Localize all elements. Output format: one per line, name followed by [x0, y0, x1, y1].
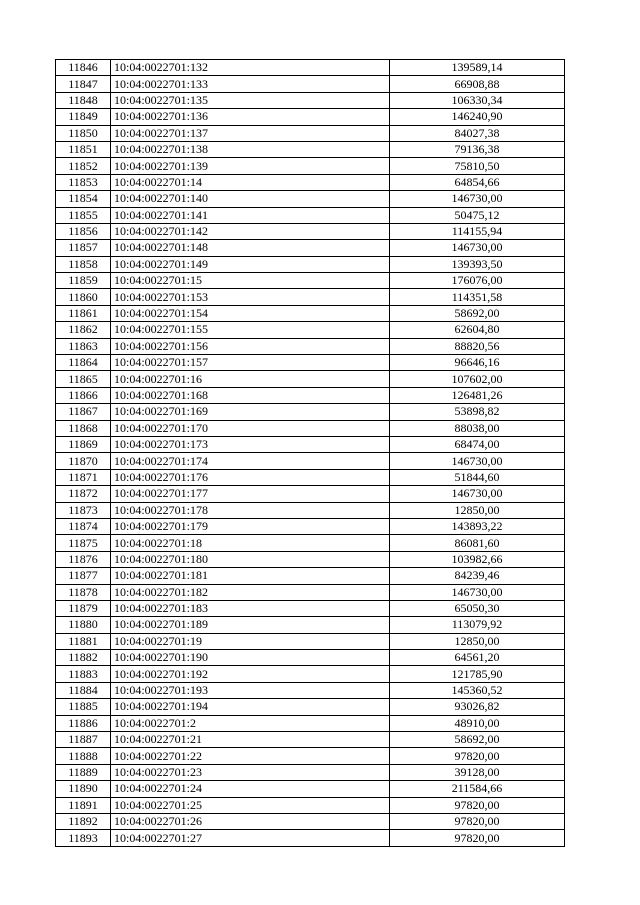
amount-cell: 176076,00 — [390, 273, 565, 289]
row-number-cell: 11852 — [56, 158, 111, 174]
table-row — [56, 420, 565, 436]
table-row — [56, 256, 565, 272]
cadastral-number-cell: 10:04:0022701:137 — [111, 125, 390, 141]
table-row — [56, 617, 565, 633]
cadastral-number-cell: 10:04:0022701:179 — [111, 518, 390, 534]
amount-cell: 121785,90 — [390, 666, 565, 682]
records-table — [55, 59, 565, 847]
amount-cell: 146730,00 — [390, 240, 565, 256]
row-number-cell: 11884 — [56, 682, 111, 698]
cadastral-number-cell: 10:04:0022701:2 — [111, 715, 390, 731]
cadastral-number-cell: 10:04:0022701:174 — [111, 453, 390, 469]
table-row — [56, 289, 565, 305]
row-number-cell: 11873 — [56, 502, 111, 518]
table-row — [56, 502, 565, 518]
table-row — [56, 404, 565, 420]
records-table-body — [56, 60, 565, 847]
cadastral-number-cell: 10:04:0022701:142 — [111, 223, 390, 239]
table-row — [56, 174, 565, 190]
table-row — [56, 813, 565, 829]
cadastral-number-cell: 10:04:0022701:156 — [111, 338, 390, 354]
amount-cell: 53898,82 — [390, 404, 565, 420]
cadastral-number-cell: 10:04:0022701:25 — [111, 797, 390, 813]
amount-cell: 58692,00 — [390, 305, 565, 321]
amount-cell: 84239,46 — [390, 568, 565, 584]
cadastral-number-cell: 10:04:0022701:14 — [111, 174, 390, 190]
row-number-cell: 11861 — [56, 305, 111, 321]
amount-cell: 84027,38 — [390, 125, 565, 141]
table-row — [56, 486, 565, 502]
row-number-cell: 11849 — [56, 109, 111, 125]
amount-cell: 86081,60 — [390, 535, 565, 551]
cadastral-number-cell: 10:04:0022701:178 — [111, 502, 390, 518]
amount-cell: 12850,00 — [390, 633, 565, 649]
cadastral-number-cell: 10:04:0022701:177 — [111, 486, 390, 502]
cadastral-number-cell: 10:04:0022701:16 — [111, 371, 390, 387]
amount-cell: 97820,00 — [390, 748, 565, 764]
row-number-cell: 11886 — [56, 715, 111, 731]
table-row — [56, 322, 565, 338]
table-row — [56, 453, 565, 469]
row-number-cell: 11859 — [56, 273, 111, 289]
table-row — [56, 600, 565, 616]
table-row — [56, 240, 565, 256]
row-number-cell: 11858 — [56, 256, 111, 272]
amount-cell: 75810,50 — [390, 158, 565, 174]
table-row — [56, 732, 565, 748]
amount-cell: 146730,00 — [390, 191, 565, 207]
cadastral-number-cell: 10:04:0022701:23 — [111, 764, 390, 780]
table-row — [56, 633, 565, 649]
cadastral-number-cell: 10:04:0022701:26 — [111, 813, 390, 829]
row-number-cell: 11867 — [56, 404, 111, 420]
amount-cell: 39128,00 — [390, 764, 565, 780]
cadastral-number-cell: 10:04:0022701:136 — [111, 109, 390, 125]
table-row — [56, 223, 565, 239]
table-row — [56, 371, 565, 387]
table-row — [56, 535, 565, 551]
row-number-cell: 11893 — [56, 830, 111, 846]
amount-cell: 114351,58 — [390, 289, 565, 305]
table-row — [56, 338, 565, 354]
table-row — [56, 109, 565, 125]
amount-cell: 64561,20 — [390, 650, 565, 666]
amount-cell: 107602,00 — [390, 371, 565, 387]
table-row — [56, 355, 565, 371]
table-row — [56, 273, 565, 289]
amount-cell: 12850,00 — [390, 502, 565, 518]
row-number-cell: 11878 — [56, 584, 111, 600]
cadastral-number-cell: 10:04:0022701:18 — [111, 535, 390, 551]
cadastral-number-cell: 10:04:0022701:173 — [111, 436, 390, 452]
cadastral-number-cell: 10:04:0022701:190 — [111, 650, 390, 666]
row-number-cell: 11851 — [56, 141, 111, 157]
amount-cell: 146730,00 — [390, 453, 565, 469]
table-row — [56, 699, 565, 715]
row-number-cell: 11864 — [56, 355, 111, 371]
row-number-cell: 11881 — [56, 633, 111, 649]
table-row — [56, 158, 565, 174]
amount-cell: 66908,88 — [390, 76, 565, 92]
amount-cell: 50475,12 — [390, 207, 565, 223]
amount-cell: 48910,00 — [390, 715, 565, 731]
amount-cell: 145360,52 — [390, 682, 565, 698]
row-number-cell: 11872 — [56, 486, 111, 502]
row-number-cell: 11875 — [56, 535, 111, 551]
table-row — [56, 650, 565, 666]
row-number-cell: 11846 — [56, 60, 111, 76]
amount-cell: 65050,30 — [390, 600, 565, 616]
cadastral-number-cell: 10:04:0022701:157 — [111, 355, 390, 371]
amount-cell: 114155,94 — [390, 223, 565, 239]
table-row — [56, 76, 565, 92]
cadastral-number-cell: 10:04:0022701:193 — [111, 682, 390, 698]
row-number-cell: 11862 — [56, 322, 111, 338]
table-row — [56, 568, 565, 584]
row-number-cell: 11889 — [56, 764, 111, 780]
amount-cell: 146730,00 — [390, 584, 565, 600]
row-number-cell: 11891 — [56, 797, 111, 813]
row-number-cell: 11876 — [56, 551, 111, 567]
table-row — [56, 715, 565, 731]
table-row — [56, 387, 565, 403]
cadastral-number-cell: 10:04:0022701:132 — [111, 60, 390, 76]
table-row — [56, 666, 565, 682]
row-number-cell: 11860 — [56, 289, 111, 305]
row-number-cell: 11868 — [56, 420, 111, 436]
row-number-cell: 11882 — [56, 650, 111, 666]
row-number-cell: 11850 — [56, 125, 111, 141]
cadastral-number-cell: 10:04:0022701:27 — [111, 830, 390, 846]
table-row — [56, 436, 565, 452]
row-number-cell: 11848 — [56, 92, 111, 108]
amount-cell: 106330,34 — [390, 92, 565, 108]
row-number-cell: 11866 — [56, 387, 111, 403]
cadastral-number-cell: 10:04:0022701:24 — [111, 781, 390, 797]
table-row — [56, 92, 565, 108]
table-row — [56, 60, 565, 76]
cadastral-number-cell: 10:04:0022701:182 — [111, 584, 390, 600]
row-number-cell: 11857 — [56, 240, 111, 256]
row-number-cell: 11871 — [56, 469, 111, 485]
amount-cell: 93026,82 — [390, 699, 565, 715]
amount-cell: 97820,00 — [390, 797, 565, 813]
amount-cell: 51844,60 — [390, 469, 565, 485]
amount-cell: 113079,92 — [390, 617, 565, 633]
table-row — [56, 551, 565, 567]
table-row — [56, 781, 565, 797]
amount-cell: 103982,66 — [390, 551, 565, 567]
cadastral-number-cell: 10:04:0022701:181 — [111, 568, 390, 584]
amount-cell: 139589,14 — [390, 60, 565, 76]
amount-cell: 88038,00 — [390, 420, 565, 436]
cadastral-number-cell: 10:04:0022701:192 — [111, 666, 390, 682]
amount-cell: 97820,00 — [390, 830, 565, 846]
amount-cell: 146240,90 — [390, 109, 565, 125]
cadastral-number-cell: 10:04:0022701:140 — [111, 191, 390, 207]
row-number-cell: 11856 — [56, 223, 111, 239]
amount-cell: 62604,80 — [390, 322, 565, 338]
cadastral-number-cell: 10:04:0022701:183 — [111, 600, 390, 616]
row-number-cell: 11847 — [56, 76, 111, 92]
row-number-cell: 11883 — [56, 666, 111, 682]
row-number-cell: 11869 — [56, 436, 111, 452]
cadastral-number-cell: 10:04:0022701:148 — [111, 240, 390, 256]
cadastral-number-cell: 10:04:0022701:15 — [111, 273, 390, 289]
cadastral-number-cell: 10:04:0022701:21 — [111, 732, 390, 748]
cadastral-number-cell: 10:04:0022701:176 — [111, 469, 390, 485]
table-row — [56, 141, 565, 157]
cadastral-number-cell: 10:04:0022701:133 — [111, 76, 390, 92]
row-number-cell: 11892 — [56, 813, 111, 829]
row-number-cell: 11870 — [56, 453, 111, 469]
row-number-cell: 11855 — [56, 207, 111, 223]
row-number-cell: 11879 — [56, 600, 111, 616]
cadastral-number-cell: 10:04:0022701:19 — [111, 633, 390, 649]
table-row — [56, 305, 565, 321]
cadastral-number-cell: 10:04:0022701:154 — [111, 305, 390, 321]
cadastral-number-cell: 10:04:0022701:189 — [111, 617, 390, 633]
row-number-cell: 11863 — [56, 338, 111, 354]
cadastral-number-cell: 10:04:0022701:180 — [111, 551, 390, 567]
cadastral-number-cell: 10:04:0022701:169 — [111, 404, 390, 420]
cadastral-number-cell: 10:04:0022701:22 — [111, 748, 390, 764]
cadastral-number-cell: 10:04:0022701:139 — [111, 158, 390, 174]
table-row — [56, 207, 565, 223]
table-row — [56, 748, 565, 764]
cadastral-number-cell: 10:04:0022701:141 — [111, 207, 390, 223]
cadastral-number-cell: 10:04:0022701:168 — [111, 387, 390, 403]
amount-cell: 139393,50 — [390, 256, 565, 272]
row-number-cell: 11888 — [56, 748, 111, 764]
table-row — [56, 125, 565, 141]
table-row — [56, 682, 565, 698]
row-number-cell: 11877 — [56, 568, 111, 584]
table-row — [56, 830, 565, 846]
row-number-cell: 11887 — [56, 732, 111, 748]
table-row — [56, 469, 565, 485]
row-number-cell: 11854 — [56, 191, 111, 207]
row-number-cell: 11890 — [56, 781, 111, 797]
cadastral-number-cell: 10:04:0022701:194 — [111, 699, 390, 715]
row-number-cell: 11865 — [56, 371, 111, 387]
amount-cell: 64854,66 — [390, 174, 565, 190]
cadastral-number-cell: 10:04:0022701:155 — [111, 322, 390, 338]
amount-cell: 58692,00 — [390, 732, 565, 748]
amount-cell: 96646,16 — [390, 355, 565, 371]
amount-cell: 79136,38 — [390, 141, 565, 157]
amount-cell: 68474,00 — [390, 436, 565, 452]
cadastral-number-cell: 10:04:0022701:153 — [111, 289, 390, 305]
amount-cell: 88820,56 — [390, 338, 565, 354]
cadastral-number-cell: 10:04:0022701:170 — [111, 420, 390, 436]
row-number-cell: 11880 — [56, 617, 111, 633]
table-row — [56, 191, 565, 207]
amount-cell: 143893,22 — [390, 518, 565, 534]
table-row — [56, 797, 565, 813]
amount-cell: 146730,00 — [390, 486, 565, 502]
table-row — [56, 518, 565, 534]
cadastral-number-cell: 10:04:0022701:149 — [111, 256, 390, 272]
row-number-cell: 11874 — [56, 518, 111, 534]
cadastral-number-cell: 10:04:0022701:135 — [111, 92, 390, 108]
table-row — [56, 584, 565, 600]
amount-cell: 211584,66 — [390, 781, 565, 797]
cadastral-number-cell: 10:04:0022701:138 — [111, 141, 390, 157]
amount-cell: 126481,26 — [390, 387, 565, 403]
table-row — [56, 764, 565, 780]
row-number-cell: 11885 — [56, 699, 111, 715]
row-number-cell: 11853 — [56, 174, 111, 190]
amount-cell: 97820,00 — [390, 813, 565, 829]
